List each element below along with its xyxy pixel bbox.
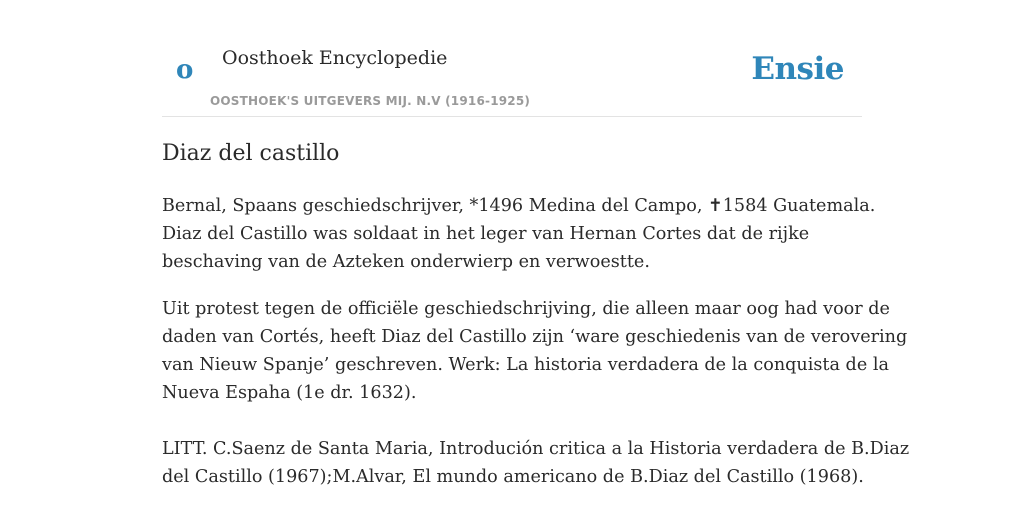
paragraph-line: Diaz del Castillo was soldaat in het leger van Hernan Cortes dat de rijke [162, 224, 810, 244]
paragraph-line: daden van Cortés, heeft Diaz del Castillo zijn ‘ware geschiedenis van de verovering [162, 327, 908, 347]
literature-line: LITT. C.Saenz de Santa Maria, Introdución critica a la Historia verdadera de B.Diaz [162, 439, 910, 459]
literature-line: del Castillo (1967);M.Alvar, El mundo americano de B.Diaz del Castillo (1968). [162, 467, 864, 487]
publisher-subtitle: OOSTHOEK'S UITGEVERS MIJ. N.V (1916-1925) [210, 94, 531, 108]
site-title[interactable]: Oosthoek Encyclopedie [222, 47, 448, 69]
article-paragraph-2 [162, 295, 908, 407]
paragraph-line: Nueva Espaha (1e dr. 1632). [162, 383, 417, 403]
article-paragraph-1 [162, 192, 876, 276]
paragraph-line: beschaving van de Azteken onderwierp en verwoestte. [162, 252, 650, 272]
paragraph-line: Bernal, Spaans geschiedschrijver, *1496 Medina del Campo, ✝1584 Guatemala. [162, 196, 876, 216]
paragraph-line: Uit protest tegen de officiële geschiedschrijving, die alleen maar oog had voor de [162, 299, 890, 319]
logo-letter[interactable]: o [176, 55, 194, 85]
brand-logo[interactable]: Ensie [751, 51, 844, 87]
site-header [162, 0, 862, 117]
paragraph-line: van Nieuw Spanje’ geschreven. Werk: La historia verdadera de la conquista de la [162, 355, 889, 375]
article-title: Diaz del castillo [162, 141, 340, 166]
literature-references [162, 435, 910, 491]
